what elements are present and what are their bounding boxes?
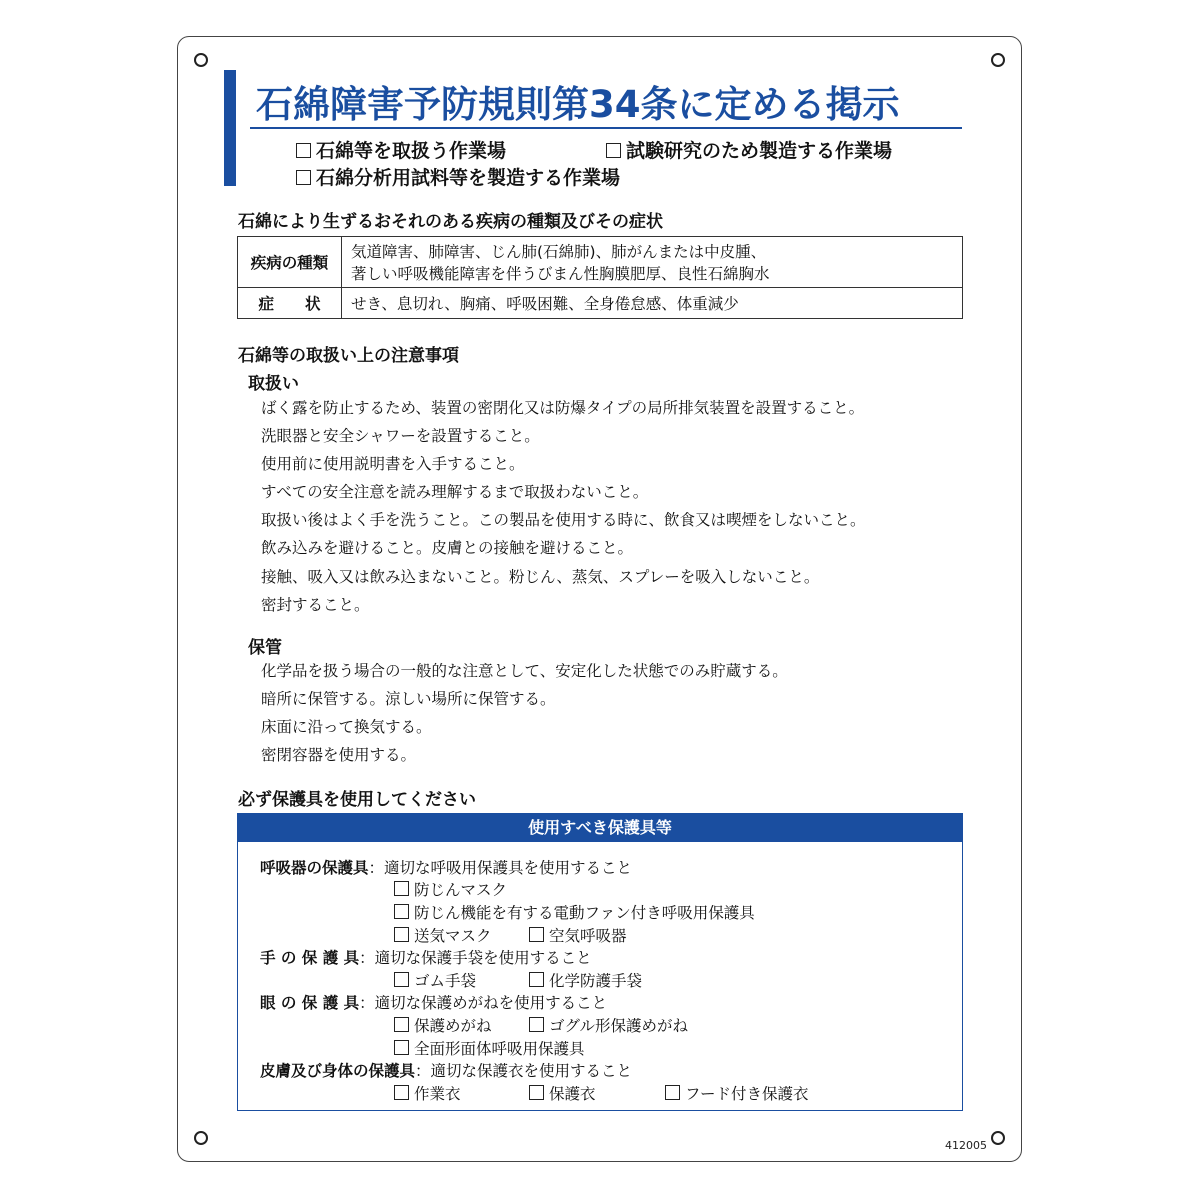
ppe-option[interactable]: 化学防護手袋 [529,969,642,991]
handling-line: ばく露を防止するため、装置の密閉化又は防爆タイプの局所排気装置を設置すること。 [261,399,865,417]
ppe-option[interactable]: 防じんマスク [394,878,507,900]
checkbox[interactable] [296,143,311,158]
mounting-hole-top-left [194,53,208,67]
workplace-option-3[interactable]: 石綿分析用試料等を製造する作業場 [296,163,620,190]
workplace-option-2[interactable]: 試験研究のため製造する作業場 [606,136,892,163]
ppe-option[interactable]: フード付き保護衣 [665,1082,809,1104]
ppe-group-eye: 眼 の 保 護 具：適切な保護めがねを使用すること [260,991,607,1013]
workplace-option-1[interactable]: 石綿等を取扱う作業場 [296,136,506,163]
ppe-option[interactable]: 空気呼吸器 [529,924,627,946]
storage-line: 暗所に保管する。涼しい場所に保管する。 [261,690,556,708]
storage-heading: 保管 [248,638,282,658]
table-row [238,288,963,319]
ppe-heading: 必ず保護具を使用してください [238,790,476,810]
handling-line: 使用前に使用説明書を入手すること。 [261,455,525,473]
precautions-heading: 石綿等の取扱い上の注意事項 [238,346,459,366]
handling-line: 飲み込みを避けること。皮膚との接触を避けること。 [261,539,634,557]
checkbox[interactable] [394,1040,409,1055]
checkbox[interactable] [606,143,621,158]
mounting-hole-bottom-right [991,1131,1005,1145]
ppe-option[interactable]: 保護めがね [394,1014,492,1036]
checkbox[interactable] [394,904,409,919]
disease-table [237,236,963,319]
ppe-group-label: 眼 の 保 護 具 [260,994,360,1012]
storage-line: 密閉容器を使用する。 [261,746,417,764]
handling-line: 取扱い後はよく手を洗うこと。この製品を使用する時に、飲食又は喫煙をしないこと。 [261,511,866,529]
ppe-option[interactable]: 全面形面体呼吸用保護具 [394,1037,585,1059]
storage-line: 化学品を扱う場合の一般的な注意として、安定化した状態でのみ貯蔵する。 [261,662,788,680]
handling-line: 密封すること。 [261,596,370,614]
ppe-option[interactable]: 送気マスク [394,924,492,946]
ppe-group-body: 皮膚及び身体の保護具：適切な保護衣を使用すること [260,1059,632,1081]
ppe-option[interactable]: ゴグル形保護めがね [529,1014,688,1036]
title-accent-bar [224,70,236,186]
ppe-option[interactable]: 作業衣 [394,1082,461,1104]
title-divider [250,127,962,129]
product-code: 412005 [945,1139,987,1152]
checkbox[interactable] [394,881,409,896]
page-title: 石綿障害予防規則第34条に定める掲示 [256,83,900,126]
ppe-option[interactable]: 防じん機能を有する電動ファン付き呼吸用保護具 [394,901,755,923]
checkbox[interactable] [529,1017,544,1032]
disease-type-value: 気道障害、肺障害、じん肺(石綿肺)、肺がんまたは中皮腫、 著しい呼吸機能障害を伴うびまん性胸膜肥厚、良性石綿胸水 [342,237,963,288]
ppe-group-hand: 手 の 保 護 具：適切な保護手袋を使用すること [260,946,592,968]
checkbox[interactable] [394,1085,409,1100]
handling-line: すべての安全注意を読み理解するまで取扱わないこと。 [261,483,649,501]
handling-line: 接触、吸入又は飲み込まないこと。粉じん、蒸気、スプレーを吸入しないこと。 [261,568,820,586]
table-row [238,237,963,288]
checkbox[interactable] [296,170,311,185]
handling-heading: 取扱い [248,374,299,394]
ppe-option[interactable]: ゴム手袋 [394,969,476,991]
symptom-value: せき、息切れ、胸痛、呼吸困難、全身倦怠感、体重減少 [342,288,963,319]
ppe-group-respiratory: 呼吸器の保護具：適切な呼吸用保護具を使用すること [260,856,632,878]
ppe-option[interactable]: 保護衣 [529,1082,596,1104]
ppe-group-label: 呼吸器の保護具 [260,859,369,877]
storage-line: 床面に沿って換気する。 [261,718,432,736]
ppe-box-title: 使用すべき保護具等 [238,814,962,842]
mounting-hole-bottom-left [194,1131,208,1145]
checkbox[interactable] [665,1085,680,1100]
checkbox[interactable] [529,927,544,942]
disease-type-label: 疾病の種類 [238,237,342,288]
checkbox[interactable] [529,972,544,987]
checkbox[interactable] [529,1085,544,1100]
ppe-group-label: 手 の 保 護 具 [260,949,360,967]
disease-heading: 石綿により生ずるおそれのある疾病の種類及びその症状 [238,212,663,232]
checkbox[interactable] [394,927,409,942]
checkbox[interactable] [394,972,409,987]
symptom-label: 症 状 [238,288,342,319]
handling-line: 洗眼器と安全シャワーを設置すること。 [261,427,540,445]
mounting-hole-top-right [991,53,1005,67]
checkbox[interactable] [394,1017,409,1032]
ppe-group-label: 皮膚及び身体の保護具 [260,1062,416,1080]
